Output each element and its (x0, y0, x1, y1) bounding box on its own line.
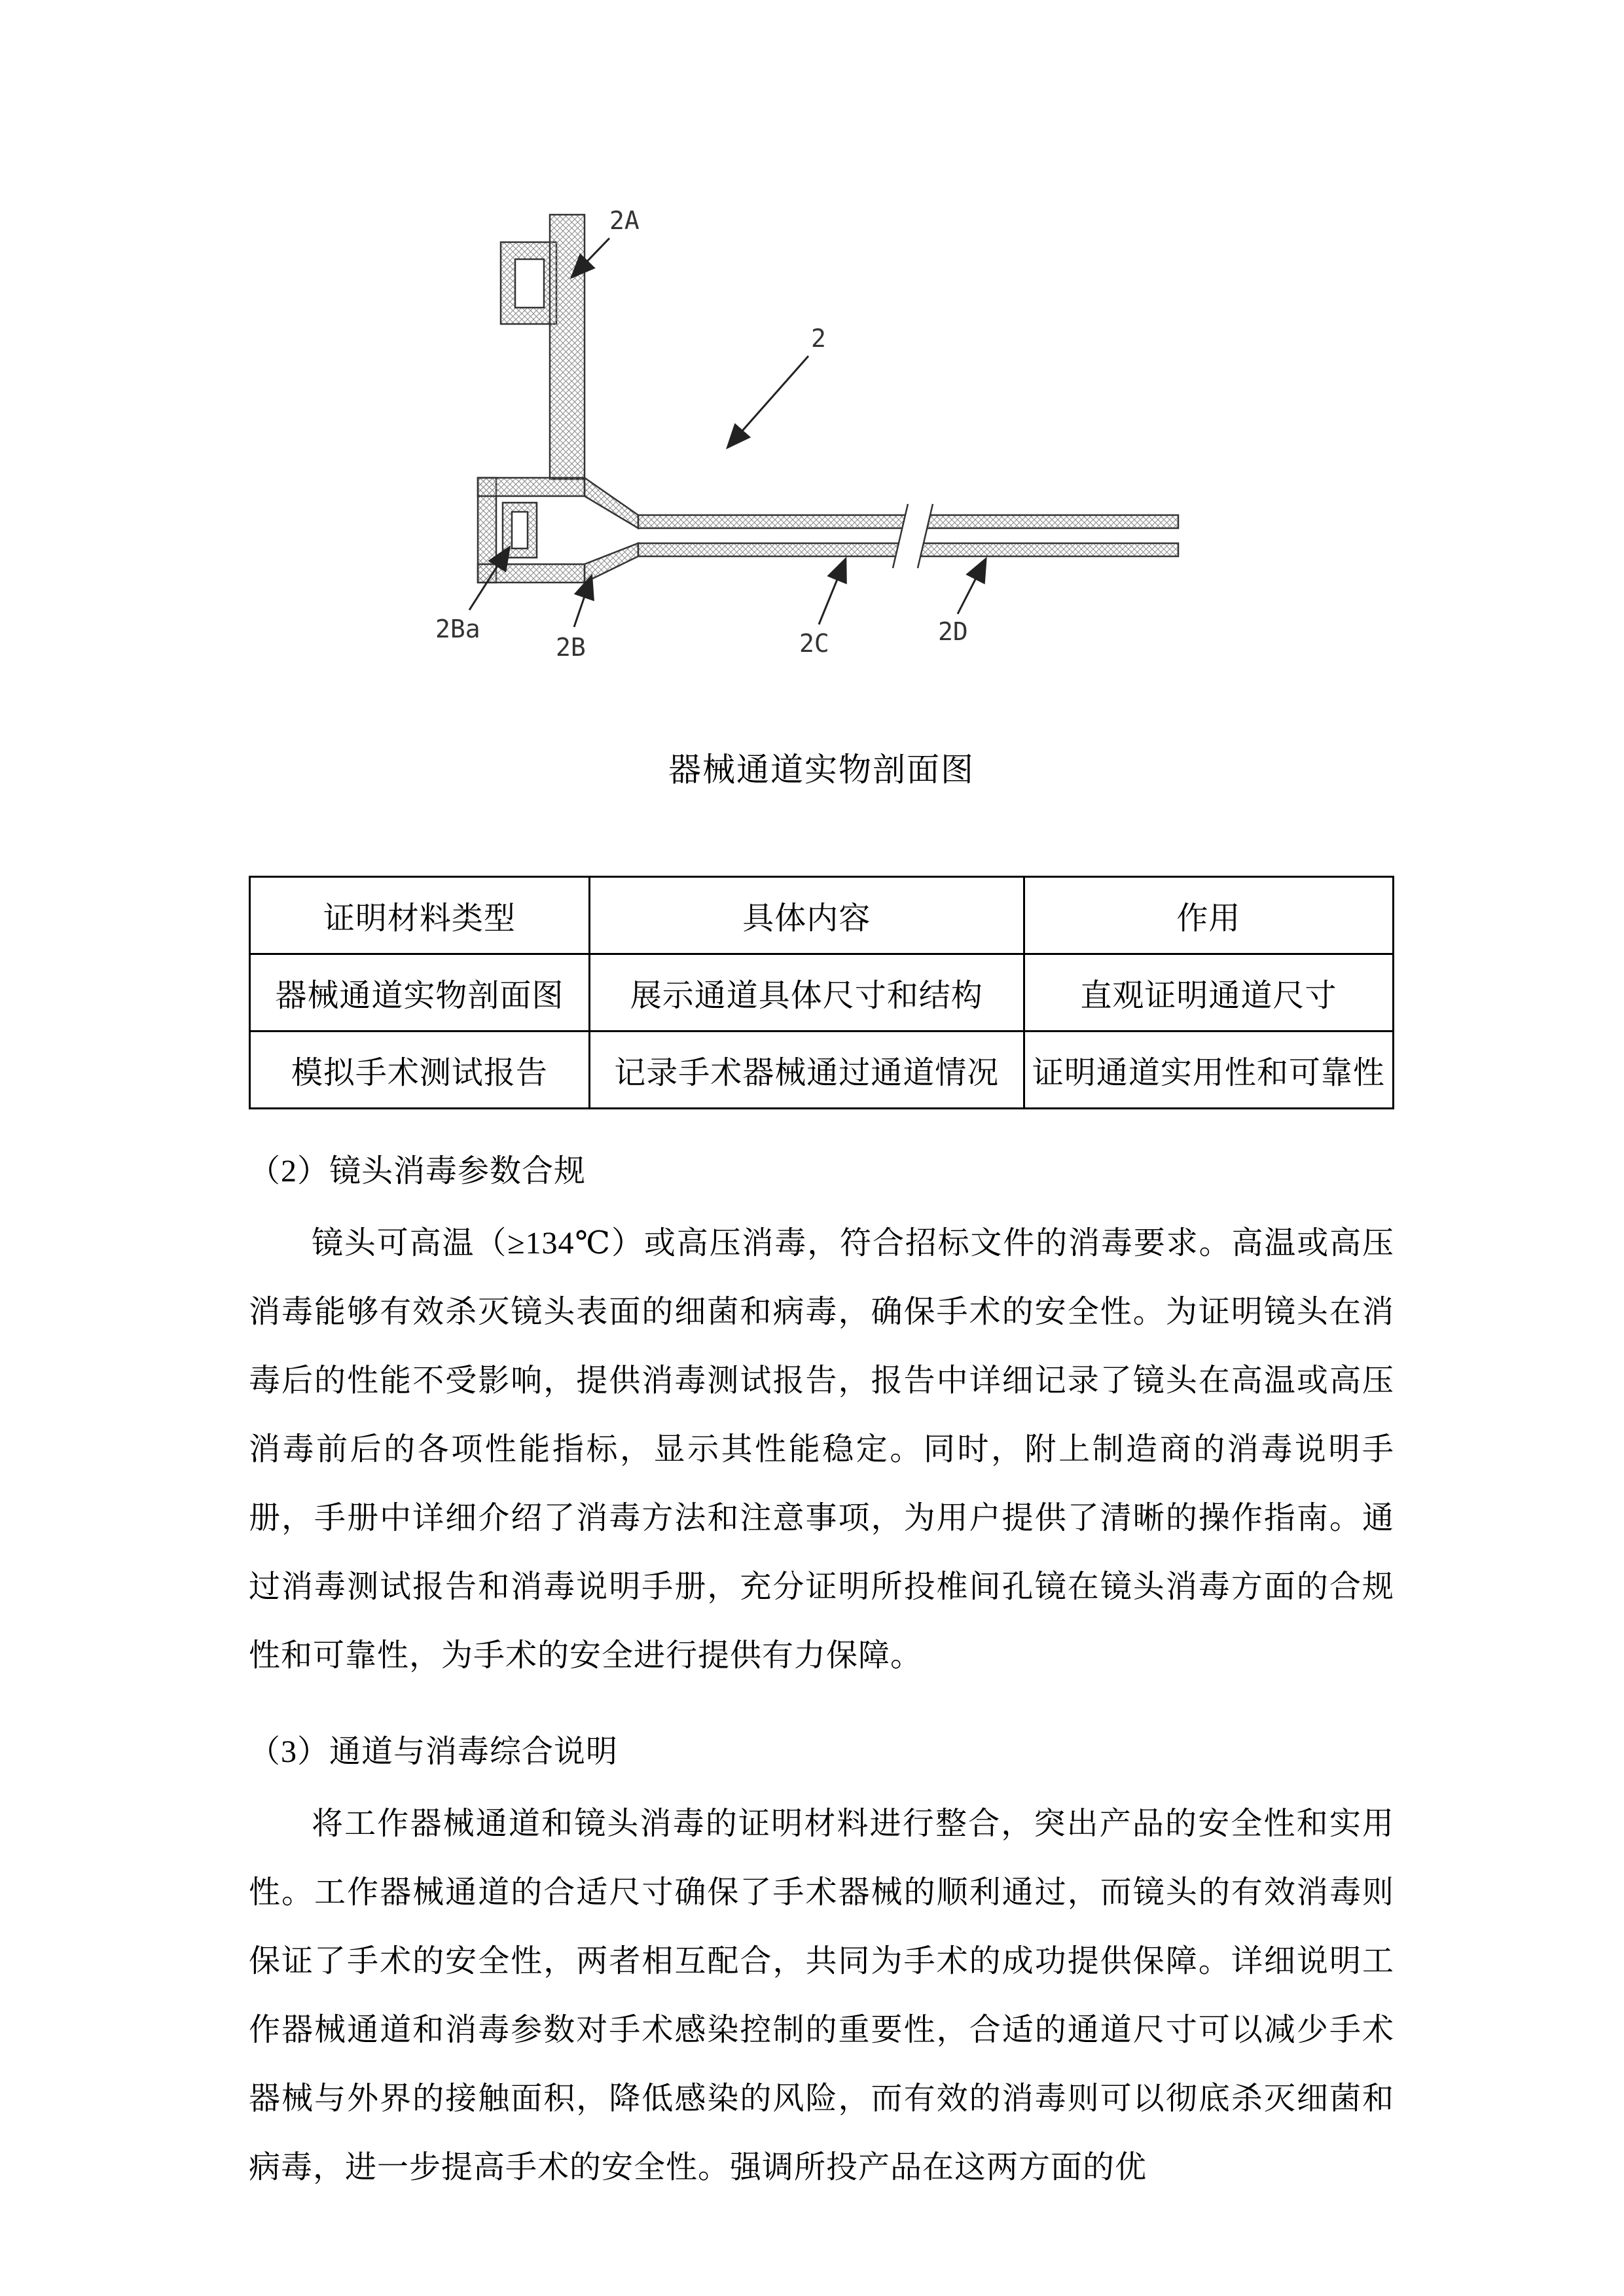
callout-arrow-2c (819, 560, 845, 624)
section-combined-notes (249, 1726, 1394, 2202)
table-row (250, 954, 1394, 1031)
funnel-top-wall (585, 478, 638, 528)
section-lens-disinfection (249, 1145, 1394, 1690)
label-2d: 2D (938, 617, 968, 646)
side-port-fitting (501, 242, 556, 324)
table-cell: 证明通道实用性和可靠性 (1024, 1031, 1393, 1109)
tube-break-gap (893, 504, 933, 568)
label-2a: 2A (609, 206, 640, 235)
column-header: 证明材料类型 (250, 877, 590, 954)
figure-caption: 器械通道实物剖面图 (668, 751, 975, 788)
callout-arrow-2d (958, 560, 985, 614)
figure-block (249, 190, 1394, 791)
label-2: 2 (811, 324, 826, 353)
label-2ba: 2Ba (435, 615, 480, 643)
connector-top-wall (478, 478, 585, 496)
table-cell: 直观证明通道尺寸 (1024, 954, 1393, 1031)
label-2b: 2B (556, 633, 586, 662)
section-heading: （2）镜头消毒参数合规 (249, 1154, 586, 1189)
table-header-row (250, 877, 1394, 954)
section-paragraph: 将工作器械通道和镜头消毒的证明材料进行整合，突出产品的安全性和实用性。工作器械通道的合适尺寸确保了手术器械的顺利通过，而镜头的有效消毒则保证了手术的安全性，两者相互配合，共同为手术的成功提供保障。详细说明工作器械通道和消毒参数对手术感染控制的重要性，合适的通道尺寸可以减少手术器械与外界的接触面积，降低感染的风险，而有效的消毒则可以彻底杀灭细菌和病毒，进一步提高手术的安全性。强调所投产品在这两方面的优 (249, 1806, 1394, 2185)
label-2c: 2C (799, 629, 829, 658)
section-heading: （3）通道与消毒综合说明 (249, 1734, 619, 1769)
vertical-channel-wall (550, 215, 585, 479)
section-paragraph: 镜头可高温（≥134℃）或高压消毒，符合招标文件的消毒要求。高温或高压消毒能够有效杀灭镜头表面的细菌和病毒，确保手术的安全性。为证明镜头在消毒后的性能不受影响，提供消毒测试报告，报告中详细记录了镜头在高温或高压消毒前后的各项性能指标，显示其性能稳定。同时，附上制造商的消毒说明手册，手册中详细介绍了消毒方法和注意事项，为用户提供了清晰的操作指南。通过消毒测试报告和消毒说明手册，充分证明所投椎间孔镜在镜头消毒方面的合规性和可靠性，为手术的安全进行提供有力保障。 (249, 1226, 1394, 1673)
callout-arrow-2b (574, 577, 591, 627)
evidence-table (249, 876, 1394, 1109)
table-cell: 展示通道具体尺寸和结构 (589, 954, 1024, 1031)
channel-cross-section-diagram (416, 190, 1234, 733)
callout-arrow-2 (729, 356, 808, 446)
table-cell: 器械通道实物剖面图 (250, 954, 590, 1031)
column-header: 具体内容 (589, 877, 1024, 954)
table-cell: 模拟手术测试报告 (250, 1031, 590, 1109)
table-cell: 记录手术器械通过通道情况 (589, 1031, 1024, 1109)
funnel-bottom-wall (585, 543, 638, 583)
column-header: 作用 (1024, 877, 1393, 954)
table-row (250, 1031, 1394, 1109)
